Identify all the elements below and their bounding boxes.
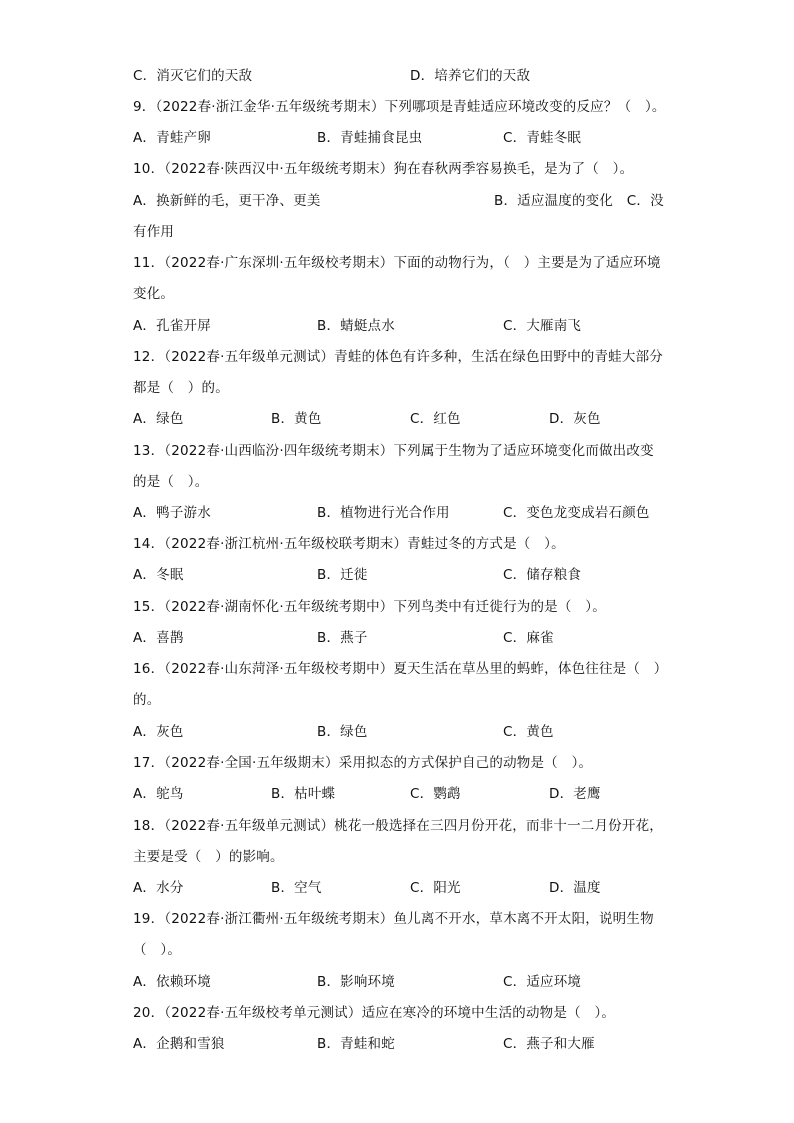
- q18-stem-line2: 主要是受（ ）的影响。: [133, 849, 284, 865]
- q16-option-b: B．绿色: [317, 724, 368, 740]
- q11-stem-line1: 11．（2022春·广东深圳·五年级校考期末）下面的动物行为，（ ）主要是为了适应环境: [133, 255, 661, 271]
- q19-option-b: B．影响环境: [317, 974, 395, 990]
- q13-stem-line2: 的是（ ）。: [133, 474, 209, 490]
- q20-option-b: B．青蛙和蛇: [317, 1036, 395, 1052]
- q12-option-d: D．灰色: [549, 411, 601, 427]
- q12-option-b: B．黄色: [271, 411, 322, 427]
- q16-option-c: C．黄色: [503, 724, 554, 740]
- q12-option-a: A．绿色: [133, 411, 184, 427]
- q20-option-c: C．燕子和大雁: [503, 1036, 595, 1052]
- q19-stem-line2: （ ）。: [133, 942, 182, 958]
- q15-option-b: B．燕子: [317, 630, 368, 646]
- q18-option-d: D．温度: [549, 880, 601, 896]
- q10-option-a: A．换新鲜的毛，更干净、更美: [133, 193, 321, 209]
- q17-option-a: A．鸵鸟: [133, 786, 184, 802]
- q17-stem: 17．（2022春·全国·五年级期末）采用拟态的方式保护自己的动物是（ ）。: [133, 755, 593, 771]
- q13-option-a: A．鸭子游水: [133, 505, 211, 521]
- q10-option-bc: B．适应温度的变化 C．没: [494, 193, 664, 209]
- q9-option-b: B．青蛙捕食昆虫: [317, 130, 423, 146]
- q18-stem-line1: 18．（2022春·五年级单元测试）桃花一般选择在三四月份开花，而非十一二月份开花，: [133, 818, 663, 834]
- q15-option-c: C．麻雀: [503, 630, 554, 646]
- q14-option-c: C．储存粮食: [503, 567, 582, 583]
- q14-stem: 14．（2022春·浙江杭州·五年级校联考期末）青蛙过冬的方式是（ ）。: [133, 536, 565, 552]
- q12-stem-line1: 12．（2022春·五年级单元测试）青蛙的体色有许多种，生活在绿色田野中的青蛙大部分: [133, 349, 663, 365]
- q13-option-b: B．植物进行光合作用: [317, 505, 450, 521]
- q8-option-d: D．培养它们的天敌: [410, 68, 531, 84]
- q11-option-a: A．孔雀开屏: [133, 318, 211, 334]
- q19-option-a: A．依赖环境: [133, 974, 211, 990]
- q17-option-d: D．老鹰: [549, 786, 601, 802]
- q20-stem: 20．（2022春·五年级校考单元测试）适应在寒冷的环境中生活的动物是（ ）。: [133, 1005, 616, 1021]
- q8-option-c: C．消灭它们的天敌: [133, 68, 253, 84]
- q15-option-a: A．喜鹊: [133, 630, 184, 646]
- q18-option-c: C．阳光: [410, 880, 461, 896]
- q9-option-a: A．青蛙产卵: [133, 130, 211, 146]
- q11-option-c: C．大雁南飞: [503, 318, 582, 334]
- q9-stem: 9．（2022春·浙江金华·五年级统考期末）下列哪项是青蛙适应环境改变的反应？（ ）。: [133, 99, 666, 115]
- q18-option-a: A．水分: [133, 880, 184, 896]
- q14-option-b: B．迁徙: [317, 567, 368, 583]
- q10-option-c-wrap: 有作用: [133, 224, 175, 240]
- q19-stem-line1: 19．（2022春·浙江衢州·五年级统考期末）鱼儿离不开水，草木离不开太阳，说明生物: [133, 911, 654, 927]
- q11-option-b: B．蜻蜓点水: [317, 318, 395, 334]
- q18-option-b: B．空气: [271, 880, 322, 896]
- q20-option-a: A．企鹅和雪狼: [133, 1036, 225, 1052]
- q11-stem-line2: 变化。: [133, 286, 175, 302]
- q14-option-a: A．冬眠: [133, 567, 184, 583]
- q16-stem-line1: 16．（2022春·山东菏泽·五年级校考期中）夏天生活在草丛里的蚂蚱，体色往往是（ ）: [133, 661, 668, 677]
- q13-option-c: C．变色龙变成岩石颜色: [503, 505, 650, 521]
- q17-option-b: B．枯叶蝶: [271, 786, 336, 802]
- q17-option-c: C．鹦鹉: [410, 786, 461, 802]
- q19-option-c: C．适应环境: [503, 974, 582, 990]
- q16-option-a: A．灰色: [133, 724, 184, 740]
- q9-option-c: C．青蛙冬眠: [503, 130, 582, 146]
- q12-option-c: C．红色: [410, 411, 461, 427]
- q13-stem-line1: 13．（2022春·山西临汾·四年级统考期末）下列属于生物为了适应环境变化而做出改变: [133, 443, 654, 459]
- q15-stem: 15．（2022春·湖南怀化·五年级统考期中）下列鸟类中有迁徙行为的是（ ）。: [133, 599, 606, 615]
- q12-stem-line2: 都是（ ）的。: [133, 380, 229, 396]
- q16-stem-line2: 的。: [133, 692, 161, 708]
- q10-stem: 10．（2022春·陕西汉中·五年级统考期末）狗在春秋两季容易换毛，是为了（ ）。: [133, 161, 634, 177]
